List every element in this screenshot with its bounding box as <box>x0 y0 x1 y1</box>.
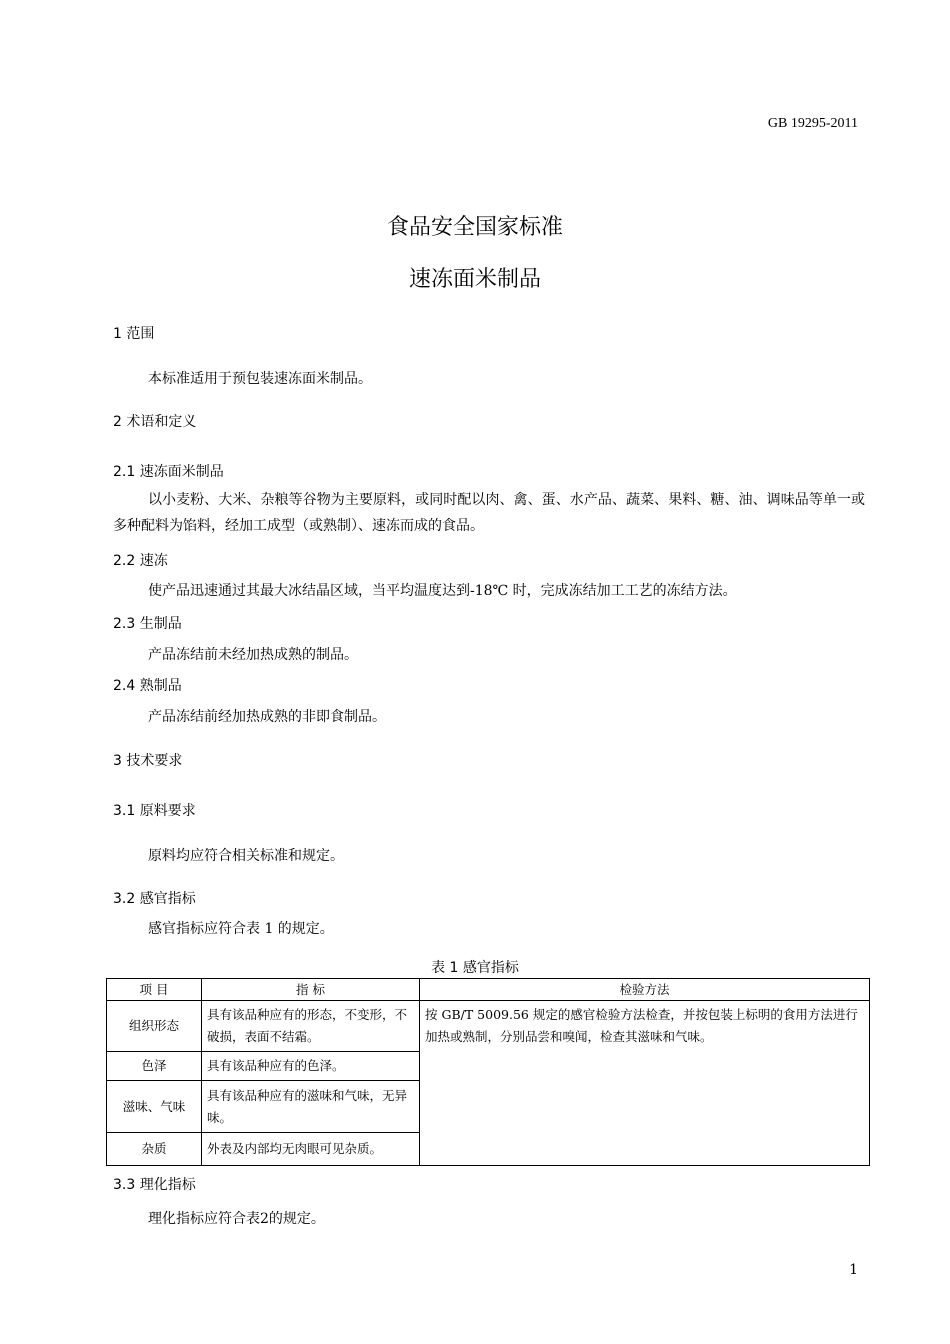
section-2-1-text: 以小麦粉、大米、杂粮等谷物为主要原料，或同时配以肉、禽、蛋、水产品、蔬菜、果料、糖、油、调味品等单一或多种配料为馅料，经加工成型（或熟制）、速冻而成的食品。 <box>113 492 865 534</box>
row-requirement: 具有该品种应有的色泽。 <box>202 1052 420 1081</box>
row-requirement: 外表及内部均无肉眼可见杂质。 <box>202 1133 420 1166</box>
table-1-caption: 表 1 感官指标 <box>431 960 519 976</box>
row-item: 滋味、气味 <box>107 1081 202 1133</box>
row-requirement: 具有该品种应有的滋味和气味，无异味。 <box>202 1081 420 1133</box>
row-item: 杂质 <box>107 1133 202 1166</box>
inspection-method: 按 GB/T 5009.56 规定的感官检验方法检查，并按包装上标明的食用方法进行加热或熟制，分别品尝和嗅闻，检查其滋味和气味。 <box>420 1001 870 1166</box>
section-1-text: 本标准适用于预包装速冻面米制品。 <box>148 371 372 387</box>
header-method: 检验方法 <box>420 979 870 1001</box>
row-item: 色泽 <box>107 1052 202 1081</box>
table-header-row <box>107 979 870 1001</box>
section-2-3-heading: 2.3 生制品 <box>113 616 182 632</box>
document-title: 食品安全国家标准 <box>386 215 563 240</box>
standard-code: GB 19295-2011 <box>767 116 858 131</box>
section-3-1-text: 原料均应符合相关标准和规定。 <box>148 848 344 864</box>
section-3-2-text: 感官指标应符合表 1 的规定。 <box>148 921 334 937</box>
header-requirement: 指 标 <box>202 979 420 1001</box>
section-2-2-text: 使产品迅速通过其最大冰结晶区域，当平均温度达到-18℃ 时，完成冻结加工工艺的冻结方法。 <box>148 583 737 599</box>
row-requirement: 具有该品种应有的形态，不变形，不破损，表面不结霜。 <box>202 1001 420 1052</box>
section-3-3-text: 理化指标应符合表2的规定。 <box>148 1211 325 1227</box>
section-3-heading: 3 技术要求 <box>113 753 183 769</box>
section-2-2-heading: 2.2 速冻 <box>113 553 168 569</box>
document-subtitle: 速冻面米制品 <box>408 267 541 292</box>
section-2-4-heading: 2.4 熟制品 <box>113 678 182 694</box>
sensory-table <box>106 978 870 1166</box>
page-number: 1 <box>849 1262 858 1278</box>
row-item: 组织形态 <box>107 1001 202 1052</box>
section-3-1-heading: 3.1 原料要求 <box>113 803 196 819</box>
section-2-heading: 2 术语和定义 <box>113 414 197 430</box>
header-item: 项 目 <box>107 979 202 1001</box>
section-2-3-text: 产品冻结前未经加热成熟的制品。 <box>148 647 358 663</box>
section-2-4-text: 产品冻结前经加热成熟的非即食制品。 <box>148 709 386 725</box>
section-1-heading: 1 范围 <box>113 326 155 342</box>
section-3-2-heading: 3.2 感官指标 <box>113 891 196 907</box>
section-2-1-heading: 2.1 速冻面米制品 <box>113 464 224 480</box>
table-row <box>107 1001 870 1052</box>
section-3-3-heading: 3.3 理化指标 <box>113 1177 196 1193</box>
